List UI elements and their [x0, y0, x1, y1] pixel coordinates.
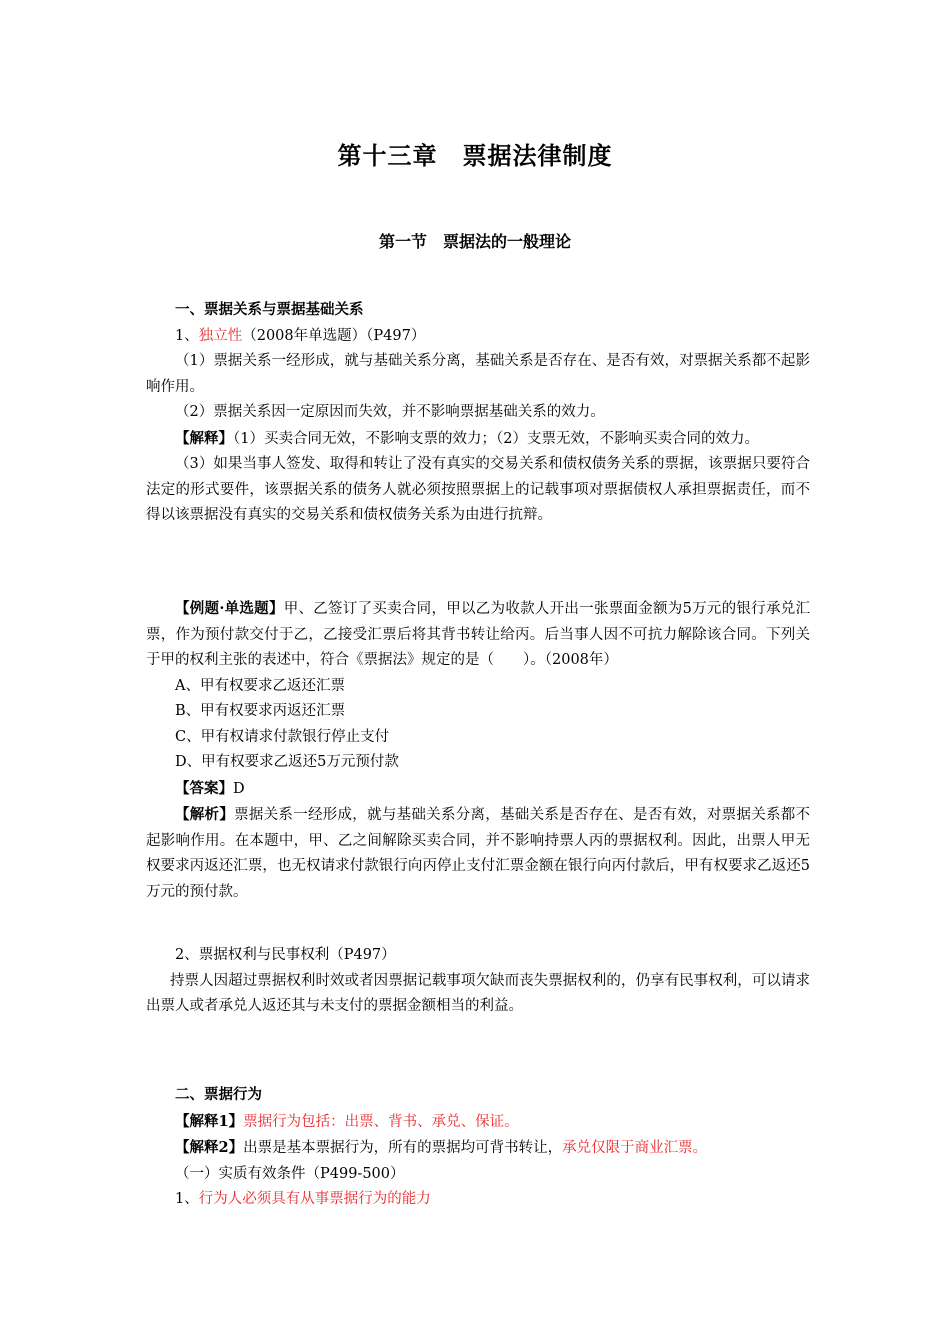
sub1-item-text: 行为人必须具有从事票据行为的能力	[198, 1191, 431, 1207]
example-analysis	[146, 802, 810, 905]
expl1-text: 票据行为包括：出票、背书、承兑、保证。	[243, 1113, 519, 1130]
item2-block	[146, 943, 810, 1020]
option-b: B、甲有权要求丙返还汇票	[175, 703, 346, 719]
item2-text: 持票人因超过票据权利时效或者因票据记载事项欠缺而丧失票据权利的，仍享有民事权利，可以请求出票人或者承兑人返还其与未支付的票据金额相当的利益。	[146, 972, 810, 1014]
example-question	[146, 596, 810, 674]
analysis-label: 【解析】	[175, 806, 235, 823]
sub1-item-prefix: 1、	[175, 1191, 199, 1207]
part1-heading: 一、票据关系与票据基础关系	[175, 302, 364, 318]
expl2-label: 【解释2】	[175, 1139, 244, 1156]
example-label: 【例题·单选题】	[175, 600, 284, 617]
section-title: 第一节 票据法的一般理论	[378, 232, 571, 251]
part2-sub1: （一）实质有效条件（P499-500）	[175, 1165, 405, 1182]
chapter-title: 第十三章 票据法律制度	[337, 142, 613, 170]
part1-block	[146, 298, 810, 529]
example-question-text: 甲、乙签订了买卖合同，甲以乙为收款人开出一张票面金额为5万元的银行承兑汇票，作为预付款交付于乙，乙接受汇票后将其背书转让给丙。后当事人因不可抗力解除该合同。下列关于甲的权利主张的表述中，符合《票据法》规定的是（ ）。（2008年）	[146, 601, 810, 668]
part2-heading: 二、票据行为	[175, 1087, 262, 1103]
option-d: D、甲有权要求乙返还5万元预付款	[175, 754, 399, 770]
explanation-text: （1）买卖合同无效，不影响支票的效力；（2）支票无效，不影响买卖合同的效力。	[233, 430, 759, 447]
part1-para-3: （3）如果当事人签发、取得和转让了没有真实的交易关系和债权债务关系的票据，该票据只要符合法定的形式要件，该票据关系的债务人就必须按照票据上的记载事项对票据债权人承担票据责任，而不得以该票据没有真实的交易关系和债权债务关系为由进行抗辩。	[146, 456, 810, 523]
part2-sub1-item	[146, 1187, 810, 1213]
answer-label: 【答案】	[175, 779, 233, 797]
analysis-text: 票据关系一经形成，就与基础关系分离，基础关系是否存在、是否有效，对票据关系都不起影响作用。在本题中，甲、乙之间解除买卖合同，并不影响持票人丙的票据权利。因此，出票人甲无权要求丙返还汇票，也无权请求付款银行向丙停止支付汇票金额在银行向丙付款后，甲有权要求乙返还5万元的预付款。	[146, 807, 811, 900]
item2-title: 2、票据权利与民事权利（P497）	[175, 947, 396, 963]
example-block	[146, 596, 810, 905]
part2-explanation-1	[146, 1109, 810, 1136]
explanation-label: 【解释】	[175, 429, 233, 447]
example-answer	[146, 776, 810, 803]
answer-value: D	[233, 780, 245, 797]
expl1-label: 【解释1】	[175, 1112, 244, 1130]
item1-suffix: （2008年单选题）（P497）	[242, 327, 426, 344]
expl2-text: 出票是基本票据行为，所有的票据均可背书转让，	[243, 1140, 563, 1156]
part1-para-2: （2）票据关系因一定原因而失效，并不影响票据基础关系的效力。	[175, 404, 605, 420]
part1-item1	[146, 324, 810, 350]
part1-para-1: （1）票据关系一经形成，就与基础关系分离，基础关系是否存在、是否有效，对票据关系都不起影响作用。	[146, 353, 810, 395]
expl2-highlight: 承兑仅限于商业汇票。	[562, 1140, 708, 1156]
option-c: C、甲有权请求付款银行停止支付	[175, 728, 390, 745]
item1-highlight: 独立性	[198, 327, 243, 344]
part1-explanation	[146, 426, 810, 453]
item1-prefix: 1、	[175, 327, 199, 344]
part2-block	[146, 1083, 810, 1213]
part2-explanation-2	[146, 1135, 810, 1162]
option-a: A、甲有权要求乙返还汇票	[175, 677, 345, 694]
